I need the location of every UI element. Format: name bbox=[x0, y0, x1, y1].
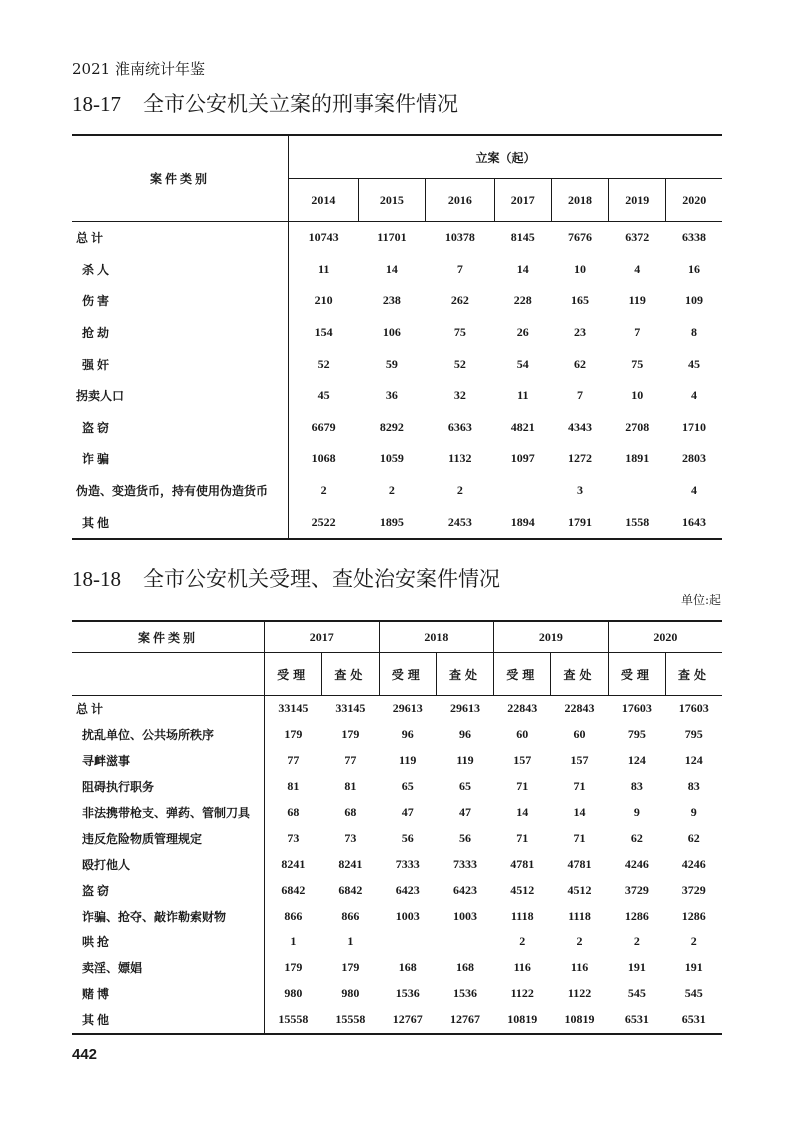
cell-value: 7676 bbox=[568, 230, 593, 245]
category-header: 案件类别 bbox=[72, 135, 289, 222]
table-row bbox=[72, 955, 722, 981]
sub-header: 受理 bbox=[608, 653, 665, 696]
cell-value: 6372 bbox=[625, 230, 650, 245]
cell-value: 68 bbox=[287, 805, 300, 819]
row-label: 赌 博 bbox=[72, 981, 265, 1007]
cell-value: 8241 bbox=[281, 856, 306, 871]
cell-value: 4246 bbox=[624, 856, 649, 871]
table-row bbox=[72, 254, 722, 286]
cell-value: 2 bbox=[456, 483, 463, 498]
cell-value: 980 bbox=[284, 986, 303, 1001]
year-header: 2016 bbox=[426, 179, 495, 222]
cell-value: 29613 bbox=[392, 701, 423, 716]
cell-value: 262 bbox=[450, 293, 469, 308]
cell-value: 4246 bbox=[681, 856, 706, 871]
cell-value: 119 bbox=[456, 753, 474, 768]
cell-value: 7333 bbox=[395, 856, 420, 871]
cell-value: 179 bbox=[341, 727, 360, 742]
cell-value: 60 bbox=[516, 727, 529, 742]
cell-value: 1068 bbox=[311, 451, 336, 466]
group-header: 立案（起） bbox=[289, 135, 723, 179]
table-row bbox=[72, 222, 722, 254]
cell-value: 866 bbox=[284, 908, 303, 923]
table-row bbox=[72, 800, 722, 826]
cell-value: 1286 bbox=[681, 908, 706, 923]
cell-value: 45 bbox=[687, 356, 700, 371]
cell-value: 8 bbox=[690, 325, 697, 340]
cell-value: 168 bbox=[398, 960, 417, 975]
sub-header: 受理 bbox=[379, 653, 436, 696]
table2-number: 18-18 bbox=[72, 567, 121, 591]
table2-title-text: 全市公安机关受理、查处治安案件情况 bbox=[143, 568, 500, 591]
cell-value: 33145 bbox=[335, 701, 366, 716]
row-label: 哄 抢 bbox=[72, 929, 265, 955]
cell-value: 75 bbox=[631, 356, 644, 371]
cell-value: 795 bbox=[627, 727, 646, 742]
row-label: 强 奸 bbox=[72, 348, 289, 380]
table-row bbox=[72, 929, 722, 955]
table-row bbox=[72, 348, 722, 380]
cell-value: 12767 bbox=[392, 1012, 423, 1027]
cell-value: 4 bbox=[690, 483, 697, 498]
table-row bbox=[72, 981, 722, 1007]
year-header: 2015 bbox=[358, 179, 425, 222]
row-label: 总 计 bbox=[72, 222, 289, 254]
cell-value: 62 bbox=[574, 356, 587, 371]
cell-value: 10 bbox=[631, 388, 644, 403]
cell-value: 65 bbox=[458, 779, 471, 794]
table-row bbox=[72, 285, 722, 317]
cell-value: 4 bbox=[690, 388, 697, 403]
cell-value: 26 bbox=[516, 325, 529, 340]
sub-header: 受理 bbox=[265, 653, 322, 696]
cell-value bbox=[609, 475, 666, 507]
public-security-cases-table bbox=[72, 620, 722, 1035]
cell-value: 96 bbox=[458, 727, 471, 742]
table-row bbox=[72, 722, 722, 748]
cell-value: 54 bbox=[516, 356, 529, 371]
row-label: 诈骗、抢夺、敲诈勒索财物 bbox=[72, 903, 265, 929]
cell-value: 47 bbox=[401, 805, 414, 819]
cell-value: 14 bbox=[516, 805, 529, 819]
cell-value: 2453 bbox=[447, 514, 472, 529]
table-row bbox=[72, 412, 722, 444]
year-header: 2017 bbox=[494, 179, 551, 222]
cell-value: 10743 bbox=[308, 230, 339, 245]
cell-value: 10819 bbox=[564, 1012, 595, 1027]
row-label: 诈 骗 bbox=[72, 443, 289, 475]
cell-value: 2803 bbox=[681, 451, 706, 466]
cell-value: 81 bbox=[344, 779, 357, 794]
running-head: 2021 淮南统计年鉴 bbox=[72, 60, 205, 78]
cell-value: 7 bbox=[634, 325, 641, 340]
year-header: 2014 bbox=[289, 179, 359, 222]
cell-value: 45 bbox=[317, 388, 330, 403]
cell-value: 1536 bbox=[452, 986, 477, 1001]
table1-title-text: 全市公安机关立案的刑事案件情况 bbox=[143, 93, 458, 116]
cell-value: 7 bbox=[456, 261, 463, 276]
year-header: 2020 bbox=[608, 621, 722, 653]
cell-value: 3 bbox=[577, 483, 584, 498]
cell-value: 65 bbox=[401, 779, 414, 794]
cell-value: 6842 bbox=[338, 882, 363, 897]
cell-value: 4781 bbox=[510, 856, 535, 871]
cell-value: 83 bbox=[630, 779, 643, 794]
cell-value: 4781 bbox=[567, 856, 592, 871]
table-row bbox=[72, 877, 722, 903]
table1-title bbox=[72, 88, 458, 118]
cell-value: 4343 bbox=[568, 419, 593, 434]
cell-value: 60 bbox=[573, 727, 586, 742]
cell-value: 157 bbox=[513, 753, 532, 768]
cell-value: 1643 bbox=[681, 514, 706, 529]
row-label: 杀 人 bbox=[72, 254, 289, 286]
cell-value: 2 bbox=[388, 483, 395, 498]
cell-value: 15558 bbox=[335, 1012, 366, 1027]
cell-value: 71 bbox=[573, 830, 586, 845]
table1-number: 18-17 bbox=[72, 92, 121, 116]
cell-value: 77 bbox=[344, 753, 357, 768]
cell-value: 7 bbox=[577, 388, 584, 403]
row-label: 寻衅滋事 bbox=[72, 748, 265, 774]
row-label: 总 计 bbox=[72, 696, 265, 722]
cell-value: 14 bbox=[385, 261, 398, 276]
cell-value: 12767 bbox=[449, 1012, 480, 1027]
table-row bbox=[72, 475, 722, 507]
unit-label: 单位:起 bbox=[680, 593, 721, 607]
cell-value bbox=[379, 929, 436, 955]
table-row bbox=[72, 443, 722, 475]
row-label: 殴打他人 bbox=[72, 851, 265, 877]
cell-value: 179 bbox=[284, 727, 303, 742]
cell-value: 10378 bbox=[444, 230, 475, 245]
criminal-cases-table bbox=[72, 134, 722, 540]
cell-value: 109 bbox=[684, 293, 703, 308]
cell-value: 1003 bbox=[395, 908, 420, 923]
cell-value: 10819 bbox=[507, 1012, 538, 1027]
cell-value: 14 bbox=[516, 261, 529, 276]
cell-value: 2 bbox=[320, 483, 327, 498]
cell-value: 17603 bbox=[621, 701, 652, 716]
cell-value: 179 bbox=[341, 960, 360, 975]
table-row bbox=[72, 748, 722, 774]
row-label: 其 他 bbox=[72, 1007, 265, 1034]
cell-value: 6338 bbox=[681, 230, 706, 245]
table-row bbox=[72, 774, 722, 800]
row-label: 伤 害 bbox=[72, 285, 289, 317]
cell-value: 96 bbox=[401, 727, 414, 742]
cell-value: 1894 bbox=[510, 514, 535, 529]
cell-value: 1122 bbox=[567, 986, 592, 1001]
sub-header: 查处 bbox=[436, 653, 493, 696]
row-label: 伪造、变造货币，持有使用伪造货币 bbox=[72, 475, 289, 507]
cell-value: 1536 bbox=[395, 986, 420, 1001]
cell-value: 6423 bbox=[395, 882, 420, 897]
cell-value: 59 bbox=[385, 356, 398, 371]
cell-value: 47 bbox=[458, 805, 471, 819]
cell-value: 71 bbox=[573, 779, 586, 794]
sub-header: 查处 bbox=[322, 653, 379, 696]
cell-value: 6531 bbox=[624, 1012, 649, 1027]
cell-value: 1895 bbox=[379, 514, 404, 529]
blank-header bbox=[72, 653, 265, 696]
cell-value: 157 bbox=[570, 753, 589, 768]
cell-value: 8241 bbox=[338, 856, 363, 871]
cell-value: 8292 bbox=[379, 419, 404, 434]
cell-value: 165 bbox=[571, 293, 590, 308]
cell-value: 56 bbox=[401, 830, 414, 845]
row-label: 非法携带枪支、弹药、管制刀具 bbox=[72, 800, 265, 826]
cell-value bbox=[436, 929, 493, 955]
cell-value: 119 bbox=[399, 753, 417, 768]
cell-value: 11701 bbox=[377, 230, 407, 245]
cell-value: 1272 bbox=[568, 451, 593, 466]
table-row bbox=[72, 903, 722, 929]
cell-value bbox=[494, 475, 551, 507]
cell-value: 1710 bbox=[681, 419, 706, 434]
cell-value: 1 bbox=[290, 934, 297, 949]
row-label: 拐卖人口 bbox=[72, 380, 289, 412]
year-header: 2019 bbox=[494, 621, 609, 653]
cell-value: 14 bbox=[573, 805, 586, 819]
year-header: 2018 bbox=[379, 621, 494, 653]
cell-value: 15558 bbox=[278, 1012, 309, 1027]
cell-value: 1118 bbox=[568, 908, 591, 923]
year-header: 2017 bbox=[265, 621, 380, 653]
table2-title bbox=[72, 563, 500, 593]
table-row bbox=[72, 825, 722, 851]
cell-value: 2 bbox=[690, 934, 697, 949]
table-row bbox=[72, 317, 722, 349]
year-header: 2019 bbox=[609, 179, 666, 222]
cell-value: 124 bbox=[627, 753, 646, 768]
year-header: 2018 bbox=[551, 179, 608, 222]
cell-value: 545 bbox=[627, 986, 646, 1001]
cell-value: 22843 bbox=[507, 701, 538, 716]
cell-value: 154 bbox=[314, 325, 333, 340]
cell-value: 4512 bbox=[567, 882, 592, 897]
cell-value: 210 bbox=[314, 293, 333, 308]
row-label: 其 他 bbox=[72, 506, 289, 539]
cell-value: 168 bbox=[455, 960, 474, 975]
cell-value: 23 bbox=[574, 325, 587, 340]
cell-value: 77 bbox=[287, 753, 300, 768]
table-row bbox=[72, 696, 722, 722]
cell-value: 71 bbox=[516, 830, 529, 845]
cell-value: 7333 bbox=[452, 856, 477, 871]
cell-value: 6423 bbox=[452, 882, 477, 897]
table-row bbox=[72, 506, 722, 539]
cell-value: 119 bbox=[628, 293, 646, 308]
cell-value: 228 bbox=[513, 293, 532, 308]
cell-value: 6531 bbox=[681, 1012, 706, 1027]
cell-value: 238 bbox=[382, 293, 401, 308]
cell-value: 6679 bbox=[311, 419, 336, 434]
row-label: 抢 劫 bbox=[72, 317, 289, 349]
cell-value: 9 bbox=[633, 805, 640, 819]
cell-value: 11 bbox=[517, 388, 529, 403]
cell-value: 83 bbox=[687, 779, 700, 794]
cell-value: 17603 bbox=[678, 701, 709, 716]
row-label: 盗 窃 bbox=[72, 877, 265, 903]
cell-value: 179 bbox=[284, 960, 303, 975]
cell-value: 116 bbox=[570, 960, 589, 975]
cell-value: 36 bbox=[385, 388, 398, 403]
sub-header: 查处 bbox=[551, 653, 608, 696]
cell-value: 62 bbox=[687, 830, 700, 845]
cell-value: 62 bbox=[630, 830, 643, 845]
cell-value: 106 bbox=[382, 325, 401, 340]
cell-value: 1286 bbox=[624, 908, 649, 923]
cell-value: 3729 bbox=[624, 882, 649, 897]
cell-value: 22843 bbox=[564, 701, 595, 716]
cell-value: 29613 bbox=[449, 701, 480, 716]
table-row bbox=[72, 1007, 722, 1034]
cell-value: 56 bbox=[458, 830, 471, 845]
cell-value: 124 bbox=[684, 753, 703, 768]
cell-value: 1059 bbox=[379, 451, 404, 466]
row-label: 违反危险物质管理规定 bbox=[72, 825, 265, 851]
cell-value: 33145 bbox=[278, 701, 309, 716]
row-label: 盗 窃 bbox=[72, 412, 289, 444]
cell-value: 75 bbox=[453, 325, 466, 340]
cell-value: 1791 bbox=[568, 514, 593, 529]
cell-value: 4821 bbox=[510, 419, 535, 434]
cell-value: 73 bbox=[287, 830, 300, 845]
cell-value: 1891 bbox=[625, 451, 650, 466]
cell-value: 1132 bbox=[448, 451, 472, 466]
cell-value: 16 bbox=[687, 261, 700, 276]
cell-value: 4 bbox=[634, 261, 641, 276]
cell-value: 8145 bbox=[510, 230, 535, 245]
cell-value: 2 bbox=[519, 934, 526, 949]
cell-value: 1558 bbox=[625, 514, 650, 529]
row-label: 阻碍执行职务 bbox=[72, 774, 265, 800]
cell-value: 980 bbox=[341, 986, 360, 1001]
sub-header: 受理 bbox=[494, 653, 551, 696]
cell-value: 2708 bbox=[625, 419, 650, 434]
cell-value: 1118 bbox=[510, 908, 534, 923]
cell-value: 10 bbox=[574, 261, 587, 276]
cell-value: 545 bbox=[684, 986, 703, 1001]
cell-value: 1 bbox=[347, 934, 354, 949]
category-header: 案件类别 bbox=[72, 621, 265, 653]
cell-value: 191 bbox=[684, 960, 703, 975]
cell-value: 71 bbox=[516, 779, 529, 794]
cell-value: 2 bbox=[576, 934, 583, 949]
cell-value: 1122 bbox=[510, 986, 534, 1001]
table-row bbox=[72, 851, 722, 877]
cell-value: 2522 bbox=[311, 514, 336, 529]
cell-value: 9 bbox=[690, 805, 697, 819]
cell-value: 81 bbox=[287, 779, 300, 794]
cell-value: 1097 bbox=[510, 451, 535, 466]
cell-value: 795 bbox=[684, 727, 703, 742]
cell-value: 6363 bbox=[447, 419, 472, 434]
cell-value: 52 bbox=[453, 356, 466, 371]
cell-value: 4512 bbox=[510, 882, 535, 897]
row-label: 扰乱单位、公共场所秩序 bbox=[72, 722, 265, 748]
cell-value: 6842 bbox=[281, 882, 306, 897]
year-header: 2020 bbox=[666, 179, 722, 222]
table-row bbox=[72, 380, 722, 412]
cell-value: 3729 bbox=[681, 882, 706, 897]
cell-value: 116 bbox=[513, 960, 531, 975]
cell-value: 11 bbox=[317, 261, 330, 276]
cell-value: 52 bbox=[317, 356, 330, 371]
cell-value: 1003 bbox=[452, 908, 477, 923]
cell-value: 68 bbox=[344, 805, 357, 819]
row-label: 卖淫、嫖娼 bbox=[72, 955, 265, 981]
cell-value: 32 bbox=[453, 388, 466, 403]
sub-header: 查处 bbox=[665, 653, 722, 696]
cell-value: 866 bbox=[341, 908, 360, 923]
cell-value: 191 bbox=[627, 960, 646, 975]
cell-value: 2 bbox=[633, 934, 640, 949]
page-number: 442 bbox=[72, 1046, 98, 1063]
cell-value: 73 bbox=[344, 830, 357, 845]
